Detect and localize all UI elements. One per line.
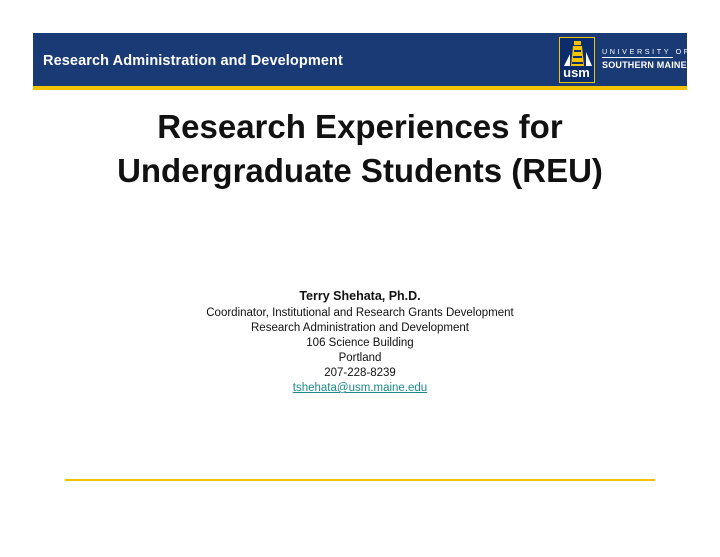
slide-title-line-1: Research Experiences for bbox=[157, 108, 563, 145]
contact-department: Research Administration and Development bbox=[251, 322, 469, 334]
usm-logo bbox=[559, 37, 691, 83]
contact-office: 106 Science Building bbox=[306, 337, 414, 349]
bottom-divider bbox=[65, 479, 655, 481]
header-bar bbox=[33, 33, 691, 90]
contact-block bbox=[0, 287, 720, 396]
contact-city: Portland bbox=[338, 352, 382, 364]
logo-southern-maine-text: SOUTHERN MAINE bbox=[602, 60, 687, 70]
header-title: Research Administration and Development bbox=[43, 53, 343, 69]
logo-university-text: UNIVERSITY OF bbox=[602, 47, 691, 56]
contact-email-link[interactable]: tshehata@usm.maine.edu bbox=[292, 382, 428, 394]
slide-title-line-2: Undergraduate Students (REU) bbox=[117, 152, 603, 189]
contact-name: Terry Shehata, Ph.D. bbox=[299, 289, 421, 303]
contact-role: Coordinator, Institutional and Research Grants Development bbox=[206, 307, 514, 319]
lighthouse-icon bbox=[559, 37, 595, 83]
slide-title bbox=[0, 105, 720, 193]
contact-phone: 207-228-8239 bbox=[324, 367, 396, 379]
logo-divider bbox=[602, 57, 673, 58]
logo-usm-text: usm bbox=[563, 65, 590, 80]
